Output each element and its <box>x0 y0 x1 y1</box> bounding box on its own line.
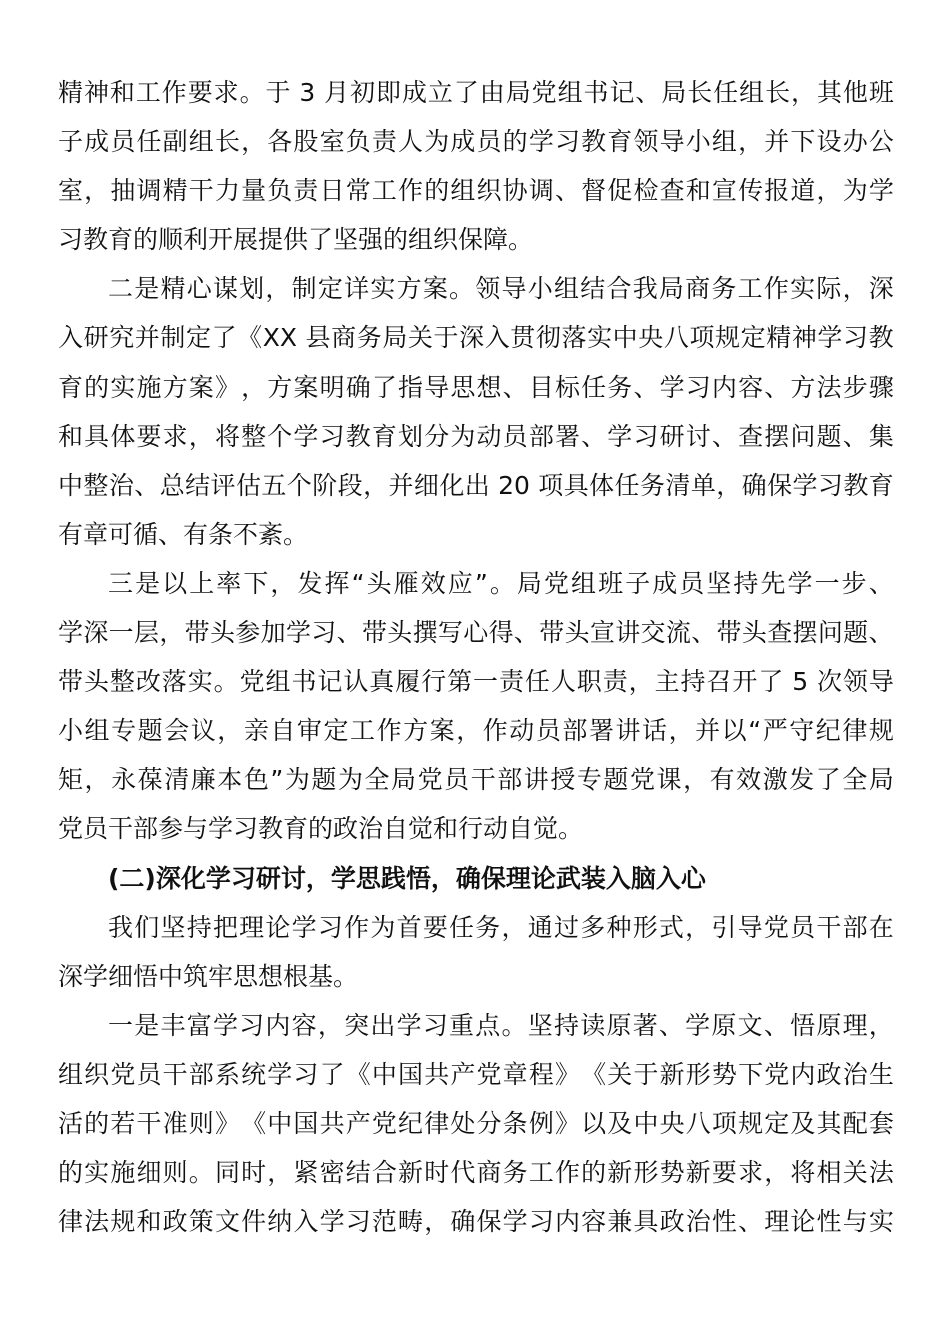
text-line: 和 具 体 要 求 ， 将 整 个 学 习 教 育 划 分 为 动 员 部 署 、 学 习 研 讨 、 查 摆 问 题 、 集 <box>58 421 894 451</box>
text-line: 习教育的顺利开展提供了坚强的组织保障。 <box>58 225 534 255</box>
text-line: 精 神 和 工 作 要 求 。 于 3 月 初 即 成 立 了 由 局 党 组 书 记 、 局 长 任 组 长 ， 其 他 班 <box>58 78 894 107</box>
text-line: 一 是 丰 富 学 习 内 容 ， 突 出 学 习 重 点 。 坚 持 读 原 著 、 学 原 文 、 悟 原 理 ， <box>108 1010 894 1040</box>
document-page <box>58 68 894 1246</box>
text-line: 矩 ， 永 葆 清 廉 本 色 ” 为 题 为 全 局 党 员 干 部 讲 授 专 题 党 课 ， 有 效 激 发 了 全 局 <box>58 765 894 795</box>
text-line: 三 是 以 上 率 下 ， 发 挥 “ 头 雁 效 应 ” 。 局 党 组 班 子 成 员 坚 持 先 学 一 步 、 <box>108 568 894 598</box>
text-line: 的 实 施 细 则 。 同 时 ， 紧 密 结 合 新 时 代 商 务 工 作 的 新 形 势 新 要 求 ， 将 相 关 法 <box>58 1158 894 1188</box>
text-line: 深学细悟中筑牢思想根基。 <box>58 961 359 991</box>
text-line: 育 的 实 施 方 案 》 ， 方 案 明 确 了 指 导 思 想 、 目 标 任 务 、 学 习 内 容 、 方 法 步 骤 <box>58 372 894 402</box>
text-line: 党员干部参与学习教育的政治自觉和行动自觉。 <box>58 814 584 844</box>
text-line: 中 整 治 、 总 结 评 估 五 个 阶 段 ， 并 细 化 出 20 项 具 体 任 务 清 单 ， 确 保 学 习 教 育 <box>58 470 894 500</box>
text-line: 室 ， 抽 调 精 干 力 量 负 责 日 常 工 作 的 组 织 协 调 、 督 促 检 查 和 宣 传 报 道 ， 为 学 <box>58 176 894 206</box>
text-line: 律 法 规 和 政 策 文 件 纳 入 学 习 范 畴 ， 确 保 学 习 内 容 兼 具 政 治 性 、 理 论 性 与 实 <box>58 1207 894 1237</box>
text-line: 二 是 精 心 谋 划 ， 制 定 详 实 方 案 。 领 导 小 组 结 合 我 局 商 务 工 作 实 际 ， 深 <box>108 274 894 304</box>
text-line: 活 的 若 干 准 则 》 《 中 国 共 产 党 纪 律 处 分 条 例 》 以 及 中 央 八 项 规 定 及 其 配 套 <box>58 1108 894 1138</box>
text-line: 我 们 坚 持 把 理 论 学 习 作 为 首 要 任 务 ， 通 过 多 种 形 式 ， 引 导 党 员 干 部 在 <box>108 912 894 942</box>
text-line: 入 研 究 并 制 定 了 《 XX 县 商 务 局 关 于 深 入 贯 彻 落 实 中 央 八 项 规 定 精 神 学 习 教 <box>58 323 894 353</box>
text-line: 有章可循、有条不紊。 <box>58 519 309 549</box>
text-line: 组 织 党 员 干 部 系 统 学 习 了 《 中 国 共 产 党 章 程 》 《 关 于 新 形 势 下 党 内 政 治 生 <box>58 1059 894 1089</box>
text-line: 小 组 专 题 会 议 ， 亲 自 审 定 工 作 方 案 ， 作 动 员 部 署 讲 话 ， 并 以 “ 严 守 纪 律 规 <box>58 716 894 746</box>
text-line: 学 深 一 层 ， 带 头 参 加 学 习 、 带 头 撰 写 心 得 、 带 头 宣 讲 交 流 、 带 头 查 摆 问 题 、 <box>58 618 894 648</box>
text-line: 子 成 员 任 副 组 长 ， 各 股 室 负 责 人 为 成 员 的 学 习 教 育 领 导 小 组 ， 并 下 设 办 公 <box>58 127 894 157</box>
section-heading: (二)深化学习研讨，学思践悟，确保理论武装入脑入心 <box>108 863 706 893</box>
text-line: 带 头 整 改 落 实 。 党 组 书 记 认 真 履 行 第 一 责 任 人 职 责 ， 主 持 召 开 了 5 次 领 导 <box>58 667 894 697</box>
